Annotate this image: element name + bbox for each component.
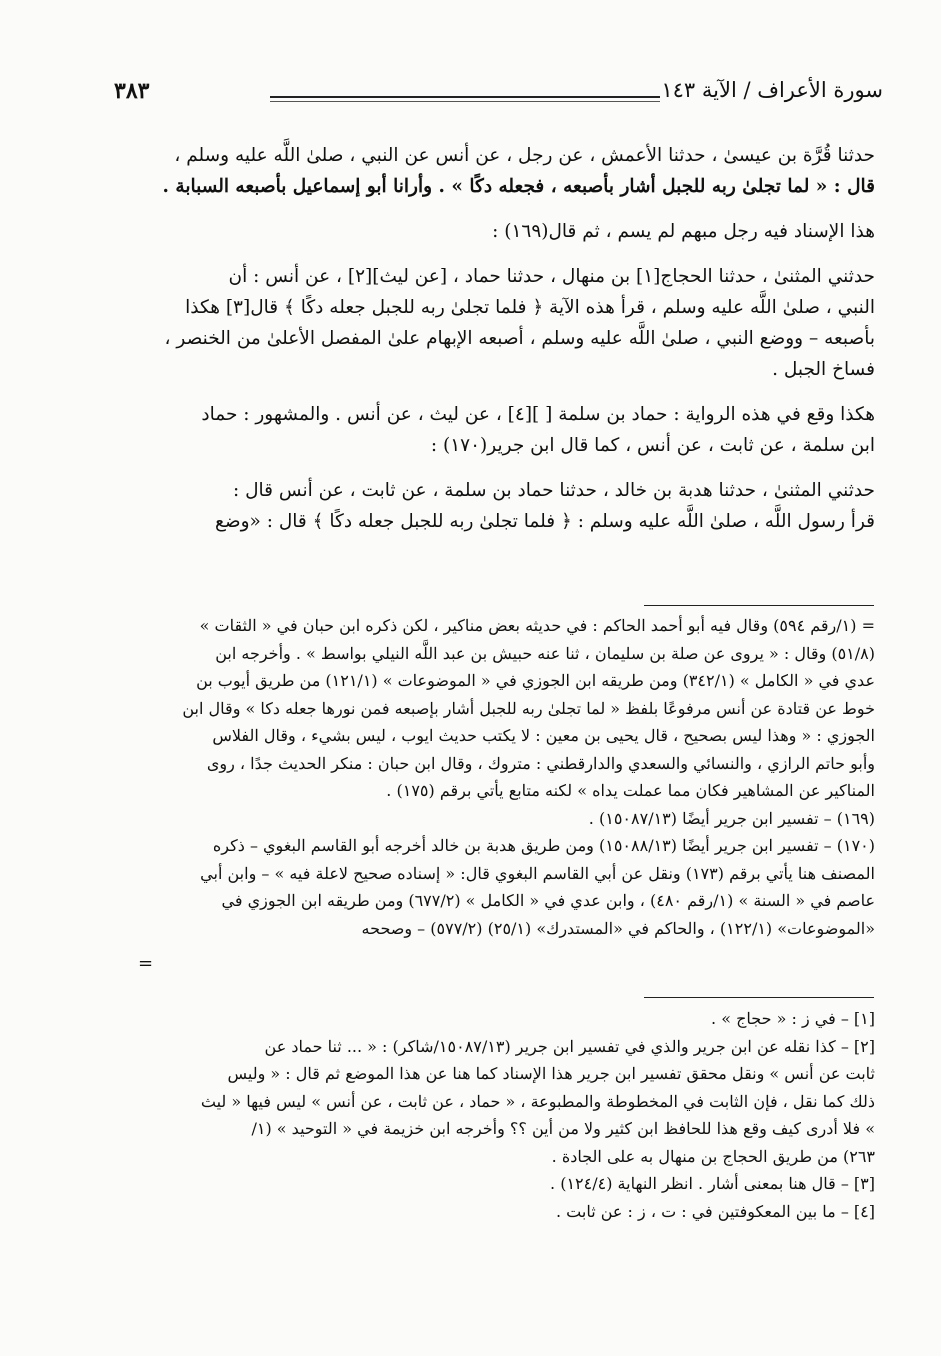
paragraph-4 (105, 399, 875, 461)
editor-note-line: » فلا أدرى كيف وقع هذا للحافظ ابن كثير ولا من أين ؟؟ وأخرجه ابن خزيمة في « التوحيد » (١/ (251, 1119, 875, 1138)
footnotes (105, 612, 875, 942)
page-header (100, 78, 883, 118)
text-line: قرأ رسول اللَّه ، صلىٰ اللَّه عليه وسلم : ﴿ فلما تجلىٰ ربه للجبل جعله دكًا ﴾ قال : «وضع (215, 511, 875, 532)
editor-note-line: [٤] – ما بين المعكوفتين في : ت ، ز : عن ثابت . (555, 1201, 875, 1221)
text-line: هذا الإسناد فيه رجل مبهم لم يسم ، ثم قال(١٦٩) : (492, 221, 875, 242)
text-line: قال : « لما تجلىٰ ربه للجبل أشار بأصبعه ، فجعله دكًا » . وأرانا أبو إسماعيل بأصبعه السبابة . (162, 176, 875, 197)
paragraph-2 (105, 216, 875, 247)
paragraph-1 (105, 140, 875, 202)
footnote-line: (١٦٩) – تفسير ابن جرير أيضًا (١٥٠٨٧/١٣) . (588, 808, 875, 828)
editor-notes (105, 1005, 875, 1225)
editor-note-line: [٣] – قال هنا بمعنى أشار . انظر النهاية (١٢٤/٤) . (550, 1174, 875, 1193)
footnote-line: المصنف هنا يأتي برقم (١٧٣) ونقل عن أبي القاسم البغوي قال: « إسناده صحيح لاعلة فيه » – وابن أبي (200, 863, 875, 883)
footnote-line: = (١/رقم ٥٩٤) وقال فيه أبو أحمد الحاكم : في حديثه بعض مناكير ، لكن ذكره ابن حبان في « الثقات » (199, 616, 875, 635)
footnote-line: عدي في « الكامل » (٣٤٢/١) ومن طريقه ابن الجوزي في « الموضوعات » (١٢١/١) من طريق أيوب بن (196, 671, 875, 690)
page-number: ٣٨٣ (114, 78, 150, 104)
paragraph-3 (105, 261, 875, 385)
footnote-separator (644, 605, 874, 606)
footnote-line: (١٧٠) – تفسير ابن جرير أيضًا (١٥٠٨٨/١٣) ومن طريق هدبة بن خالد أخرجه أبو القاسم البغوي – ذكره (212, 836, 875, 855)
footnote-line: وأبو حاتم الرازي ، والنسائي والسعدي والدارقطني : متروك ، وقال ابن حبان : منكر الحديث جدًا ، روى (206, 753, 875, 773)
editor-note-line: ذلك كما نقل ، فإن الثابت في المخطوطة والمطبوعة ، « حماد ، عن ثابت ، عن أنس » ليس فيها « ليث (200, 1091, 875, 1111)
footnote-line: عاصم في « السنة » (١/رقم ٤٨٠) ، وابن عدي في « الكامل » (٦٧٧/٢) ومن طريقه ابن الجوزي في (221, 891, 875, 910)
editor-note-line: [١] – في ز : « حجاج » . (711, 1009, 875, 1028)
header-rule (270, 96, 660, 98)
editor-note-line: ٢٦٣) من طريق الحجاج بن منهال به على الجادة . (551, 1146, 875, 1166)
paragraph-5 (105, 475, 875, 537)
footnote-line: الجوزي : « وهذا ليس بصحيح ، قال يحيى بن معين : لا يكتب حديث ايوب ، ليس بشيء ، وقال الفلاس (212, 726, 875, 745)
text-line: حدثني المثنىٰ ، حدثنا هدبة بن خالد ، حدثنا حماد بن سلمة ، عن ثابت ، عن أنس قال : (232, 480, 875, 501)
text-line: حدثنا قُرَّة بن عيسىٰ ، حدثنا الأعمش ، عن رجل ، عن أنس عن النبي ، صلىٰ اللَّه عليه وسلم ، (174, 145, 875, 166)
text-line: فساخ الجبل . (772, 359, 875, 380)
editor-notes-separator (644, 997, 874, 998)
text-line: حدثني المثنىٰ ، حدثنا الحجاج[١] بن منهال ، حدثنا حماد ، [عن ليث][٢] ، عن أنس : أن (228, 266, 875, 287)
footnote-line: خوط عن قتادة عن أنس مرفوعًا بلفظ « لما تجلىٰ ربه للجبل أشار بإصبعه فمن نورها جعله دكا » وقال ابن (182, 698, 875, 718)
editor-note-line: [٢] – كذا نقله عن ابن جرير والذي في تفسير ابن جرير (١٥٠٨٧/١٣/شاكر) : « ... ثنا حماد عن (264, 1036, 875, 1056)
footnote-line: (٥١/٨) وقال : « يروى عن صلة بن سليمان ، ثنا عنه حبيش بن عبد اللَّه النيلي بواسط » . وأخرجه ابن (215, 643, 875, 663)
text-line: بأصبعه – ووضع النبي ، صلىٰ اللَّه عليه وسلم ، أصبعه الإبهام علىٰ المفصل الأعلىٰ من الخنصر ، (164, 328, 875, 349)
editor-note-line: ثابت عن أنس » ونقل محقق تفسير ابن جرير هذا الإسناد كما هنا عن هذا الموضع ثم قال : « وليس (227, 1064, 875, 1083)
main-text (105, 140, 875, 551)
continuation-mark: = (138, 953, 154, 974)
running-title: سورة الأعراف / الآية ١٤٣ (661, 78, 883, 102)
text-line: هكذا وقع في هذه الرواية : حماد بن سلمة [ ][٤] ، عن ليث ، عن أنس . والمشهور : حماد (201, 404, 875, 425)
header-rule-thin (270, 101, 660, 102)
footnote-line: «الموضوعات» (١٢٢/١) ، والحاكم في «المستدرك» (٢٥/١) (٥٧٧/٢) – وصححه (361, 918, 875, 938)
text-line: ابن سلمة ، عن ثابت ، عن أنس ، كما قال ابن جرير(١٧٠) : (430, 435, 875, 456)
text-line: النبي ، صلىٰ اللَّه عليه وسلم ، قرأ هذه الآية ﴿ فلما تجلىٰ ربه للجبل جعله دكًا ﴾ قال[٣] هكذا (185, 297, 875, 318)
footnote-line: المناكير عن المشاهير فكان مما عملت يداه » لكنه متابع يأتي برقم (١٧٥) . (386, 781, 875, 800)
